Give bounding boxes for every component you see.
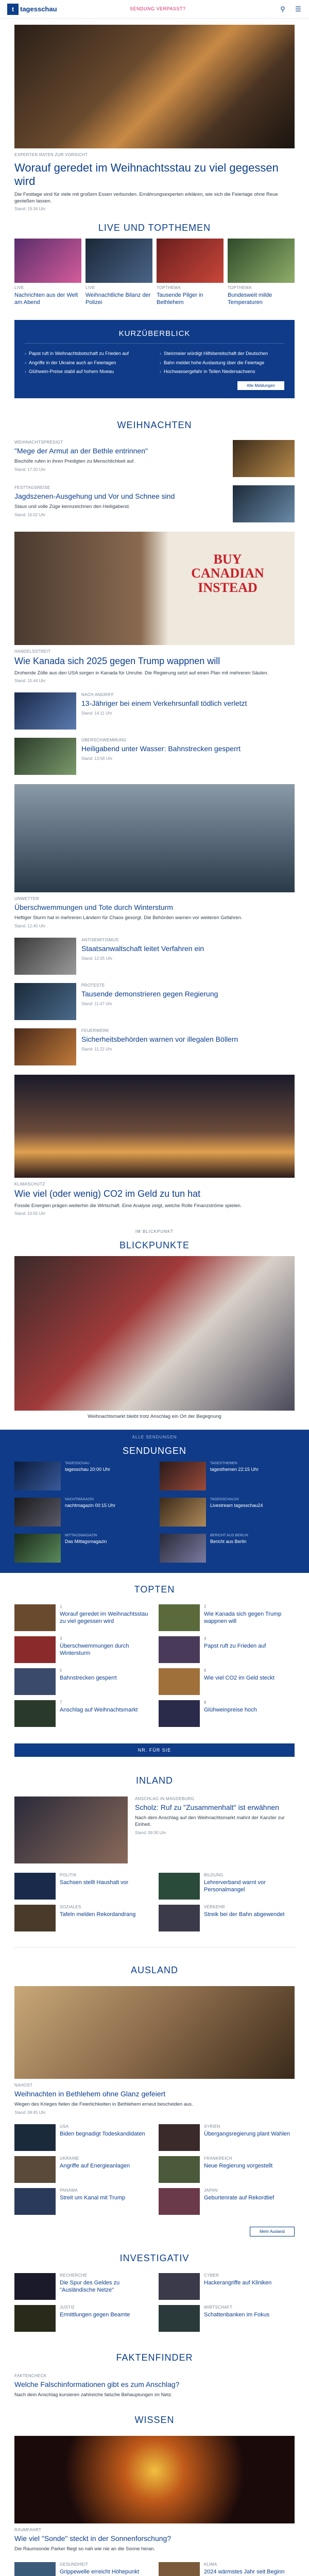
list-item[interactable] [0,481,309,527]
domestic-lead[interactable] [0,1791,309,1869]
topten-item[interactable] [159,1668,295,1695]
canada-sign: BUY CANADIAN INSTEAD [191,551,264,595]
topten-headline[interactable]: Papst ruft zu Frieden auf [204,1643,266,1650]
item-kicker: PROTESTE [81,982,105,988]
topten-title: TOPTEN [134,1584,175,1595]
item-meta: Stand: 16:02 Uhr [14,512,46,517]
item-meta: Stand: 11:47 Uhr [81,1001,112,1006]
item-headline[interactable]: Übergangsregierung plant Wahlen [204,2130,290,2137]
topten-rank: 3 [60,1636,62,1641]
overview-item[interactable]: › Hochwassergefahr in Teilen Niedersachsens [160,369,284,375]
overview-item[interactable]: › Bahn meldet hohe Auslastung über die Feiertage [160,360,284,366]
topten-image[interactable] [159,1700,200,1727]
science-lead[interactable] [0,2431,309,2558]
item-kicker: KLIMA [204,2562,217,2567]
item-headline[interactable]: Hackerangriffe auf Kliniken [204,2279,272,2286]
list-item[interactable] [14,2156,150,2183]
list-item[interactable] [159,2156,295,2183]
item-image[interactable] [159,2156,200,2183]
broadcast-item[interactable] [14,1462,149,1490]
menu-icon[interactable]: ☰ [295,5,301,13]
co2-article[interactable] [0,1070,309,1221]
list-item[interactable] [159,2305,295,2332]
item-kicker: PANAMA [60,2188,78,2193]
broadcast-image[interactable] [160,1534,206,1563]
item-image[interactable] [159,1905,200,1931]
list-item[interactable] [159,2562,295,2576]
short-overview [14,320,295,398]
factfinder-kicker: FAKTENCHECK [14,2373,47,2378]
broadcast-item[interactable] [160,1462,295,1490]
domestic-lead-headline[interactable]: Scholz: Ruf zu "Zusammenhalt" ist erwähnen [135,1803,279,1812]
co2-meta: Stand: 10:55 Uhr [14,1211,46,1216]
item-headline[interactable]: Biden begnadigt Todeskandidaten [60,2130,145,2137]
topten-item[interactable] [14,1700,150,1727]
overview-item[interactable]: › Steinmeier würdigt Hilfsbereitschaft der Deutschen [160,351,284,357]
item-kicker: RECHERCHE [60,2273,88,2278]
item-image[interactable] [159,2273,200,2300]
item-headline[interactable]: Die Spur des Geldes zu "Ausländische Netze" [60,2279,120,2293]
foreign-section [0,1954,309,1981]
item-image[interactable] [159,2124,200,2151]
focus-title: BLICKPUNKTE [119,1240,190,1251]
item-image[interactable] [14,983,76,1020]
topten-headline[interactable]: Wie Kanada sich gegen Trump wappnen will [204,1611,282,1624]
item-image[interactable] [14,2188,56,2215]
broadcast-title[interactable]: Livestream tagesschau24 [210,1503,263,1509]
broadcast-item[interactable] [14,1534,149,1563]
topten-rank: 1 [60,1604,62,1609]
item-kicker: SYRIEN [204,2124,220,2129]
broadcast-kicker: TAGESSCHAU24 [210,1498,239,1502]
broadcast-kicker: TAGESSCHAU [65,1462,90,1466]
list-item[interactable] [0,436,309,481]
topten-image[interactable] [14,1636,56,1663]
domestic-lead-image[interactable] [14,1797,128,1863]
for-you-banner[interactable]: NR. FÜR SIE [14,1743,295,1757]
logo-text: tagesschau [20,5,57,13]
topten-headline[interactable]: Anschlag auf Weihnachtsmarkt [60,1707,138,1714]
search-icon[interactable]: ⚲ [280,5,285,13]
item-headline[interactable]: Staatsanwaltschaft leitet Verfahren ein [81,944,204,953]
broadcast-item[interactable] [14,1498,149,1527]
live-tile-image[interactable] [14,239,81,283]
live-tile[interactable] [14,239,81,310]
item-image[interactable] [14,692,76,730]
item-headline[interactable]: Jagdszenen-Ausgehung und Vor und Schnee sind [14,492,175,500]
broadcast-title[interactable]: tagesthemen 22:15 Uhr [210,1467,259,1472]
list-item[interactable] [0,734,309,779]
all-news-button[interactable]: Alle Meldungen [237,381,284,390]
list-item[interactable] [14,2273,150,2300]
overview-item[interactable]: › Glühwein-Preise stabil auf hohem Niveau [25,369,149,375]
live-tile-image[interactable] [157,239,224,283]
broadcast-kicker: BERICHT AUS BERLIN [210,1534,248,1538]
science-teaser: Die Raumsonde Parker fliegt so nah wie nie an die Sonne heran. [14,2546,156,2552]
live-tile-headline[interactable]: Weihnachtliche Bilanz der Polizei [85,292,151,306]
item-headline[interactable]: Sicherheitsbehörden warnen vor illegalen Böllern [81,1035,238,1043]
factfinder-teaser: Nach dem Anschlag kursieren zahlreiche falsche Behauptungen im Netz. [14,2392,173,2398]
topten-rank: 5 [60,1668,62,1673]
co2-kicker: KLIMASCHUTZ [14,1181,45,1187]
topten-item[interactable] [14,1636,150,1663]
item-meta: Stand: 14:11 Uhr [81,711,112,716]
live-tile-kicker: LIVE [14,285,24,291]
domestic-title: INLAND [135,1775,173,1786]
item-kicker: FESTTAGSREISE [14,485,50,490]
factfinder-section [0,2341,309,2368]
broadcast-kicker: NACHTMAGAZIN [65,1498,94,1502]
topten-rank: 4 [204,1636,207,1641]
list-item[interactable] [159,2273,295,2300]
item-image[interactable] [14,2156,56,2183]
broadcast-title[interactable]: nachtmagazin 00:15 Uhr [65,1503,116,1509]
topten-headline[interactable]: Überschwemmungen durch Wintersturm [60,1643,129,1656]
topten-headline[interactable]: Bahnstrecken gesperrt [60,1675,117,1682]
foreign-title: AUSLAND [130,1965,179,1976]
topten-item[interactable] [159,1636,295,1663]
investigative-section [0,2242,309,2269]
foreign-list [0,2120,309,2224]
broadcast-title[interactable]: Das Mittagsmagazin [65,1539,107,1545]
foreign-lead-headline[interactable]: Weihnachten in Bethlehem ohne Glanz gefeiert [14,2090,166,2098]
item-kicker: POLITIK [60,1873,77,1878]
item-headline[interactable]: Geburtenrate auf Rekordtief [204,2194,274,2201]
logo-mark: t [7,4,19,15]
live-tile-image[interactable] [85,239,152,283]
live-tile-kicker: LIVE [85,285,95,291]
broadcast-title[interactable]: Bericht aus Berlin [210,1539,247,1545]
live-tile[interactable] [85,239,152,310]
live-tile-kicker: TOPTHEMA [157,285,181,291]
item-image[interactable] [14,1905,56,1931]
topten-image[interactable] [159,1604,200,1631]
item-image[interactable] [14,2305,56,2332]
science-title: WISSEN [134,2415,175,2426]
broadcast-item[interactable] [160,1498,295,1527]
live-tile[interactable] [157,239,224,310]
item-kicker: CYBER [204,2273,219,2278]
item-kicker: GESUNDHEIT [60,2562,89,2567]
science-list [0,2558,309,2576]
more-foreign-button[interactable]: Mehr Ausland [250,2227,295,2236]
item-kicker: USA [60,2124,69,2129]
broadcast-image[interactable] [14,1534,61,1563]
science-headline[interactable]: Wie viel "Sonde" steckt in der Sonnenforschung? [14,2534,171,2543]
list-item[interactable] [14,1905,150,1931]
topten-image[interactable] [14,1668,56,1695]
item-headline[interactable]: Tausende demonstrieren gegen Regierung [81,989,218,998]
live-tile-headline[interactable]: Bundesweit milde Temperaturen [228,292,272,306]
christmas-section [0,409,309,436]
item-image[interactable] [14,2273,56,2300]
item-kicker: WEIHNACHTSPREDIGT [14,439,63,445]
list-item[interactable] [14,2188,150,2215]
focus-section [0,1229,309,1420]
item-image[interactable] [159,2188,200,2215]
item-image[interactable] [14,1028,76,1065]
list-item[interactable] [14,2305,150,2332]
item-headline[interactable]: Heiligabend unter Wasser: Bahnstrecken gesperrt [81,744,241,753]
topten-image[interactable] [159,1668,200,1695]
storm-headline[interactable]: Überschwemmungen und Tote durch Wintersturm [14,903,173,912]
foreign-lead-teaser: Wegen des Krieges fielen die Feierlichkeiten in Bethlehem erneut bescheiden aus. [14,2102,193,2107]
item-meta: Stand: 17:20 Uhr [14,467,46,472]
missed-broadcast-link[interactable]: SENDUNG VERPASST? [130,6,186,11]
item-headline[interactable]: Streik bei der Bahn abgewendet [204,1911,285,1918]
broadcasts-title: SENDUNGEN [122,1446,186,1456]
short-overview-title: KURZÜBERBLICK [25,329,284,344]
item-image[interactable] [159,2562,200,2576]
item-headline[interactable]: Streit um Kanal mit Trump [60,2194,126,2201]
hero-meta: Stand: 19:34 Uhr [14,207,46,212]
live-tile-headline[interactable]: Tausende Pilger in Bethlehem [157,292,203,306]
hero-teaser: Die Festtage sind für viele mit großem Essen verbunden. Ernährungsexperten erklären, wie sich die Feiertage ohne Reue genießen lassen. [14,191,278,204]
item-kicker: NACH ANGRIFF [81,692,114,698]
item-image[interactable] [14,2124,56,2151]
storm-meta: Stand: 12:40 Uhr [14,923,46,928]
storm-teaser: Heftiger Sturm hat in mehreren Ländern für Chaos gesorgt. Die Behörden warnen vor weiteren Gefahren. [14,915,243,921]
list-item[interactable] [159,2124,295,2151]
item-headline[interactable]: 13-Jähriger bei einem Verkehrsunfall tödlich verletzt [81,699,247,708]
live-tile-image[interactable] [228,239,295,283]
item-teaser: Bischöfe rufen in ihren Predigten zu Menschlichkeit auf. [14,458,135,464]
foreign-lead-kicker: NAHOST [14,2083,33,2088]
science-kicker: RAUMFAHRT [14,2528,42,2533]
item-headline[interactable]: Sachsen stellt Haushalt vor [60,1879,129,1886]
item-kicker: UKRAINE [60,2156,79,2161]
hero-kicker: EXPERTEN RATEN ZUR VORSICHT [14,152,88,157]
broadcast-item[interactable] [160,1534,295,1563]
canada-headline[interactable]: Wie Kanada sich 2025 gegen Trump wappnen will [14,655,220,666]
co2-teaser: Fossile Energien prägen weiterhin die Wirtschaft. Eine Analyse zeigt, welche Rolle Finanzströme spielen. [14,1202,242,1209]
item-headline[interactable]: 2024 wärmstes Jahr seit Beginn [204,2569,285,2575]
canada-image[interactable] [14,532,295,645]
topten-rank: 7 [60,1700,62,1705]
broadcast-title[interactable]: tagesschau 20:00 Uhr [65,1467,111,1472]
item-image[interactable] [14,738,76,775]
domestic-list [0,1869,309,1941]
investigative-list [0,2269,309,2341]
list-item[interactable] [159,1873,295,1900]
item-kicker: BILDUNG [204,1873,224,1878]
list-item[interactable] [14,2124,150,2151]
foreign-lead[interactable] [0,1981,309,2120]
canada-kicker: HANDELSSTREIT [14,649,51,654]
item-kicker: SOZIALES [60,1905,81,1910]
item-kicker: VERKEHR [204,1905,225,1910]
canada-meta: Stand: 15:44 Uhr [14,679,46,684]
storm-image[interactable] [14,784,295,892]
item-image[interactable] [159,2305,200,2332]
topten-item[interactable] [159,1700,295,1727]
item-headline[interactable]: Ermittlungen gegen Beamte [60,2311,130,2318]
storm-kicker: UNWETTER [14,896,39,902]
topten-image[interactable] [159,1636,200,1663]
item-headline[interactable]: Lehrerverband warnt vor Personalmangel [204,1879,266,1893]
list-item[interactable] [0,688,309,734]
topten-rank: 8 [204,1700,207,1705]
domestic-section [0,1764,309,1791]
christmas-title: WEIHNACHTEN [117,419,192,430]
foreign-lead-image[interactable] [14,1986,295,2079]
item-meta: Stand: 11:22 Uhr [81,1046,112,1052]
hero-image[interactable] [14,25,295,148]
topten-headline[interactable]: Worauf geredet im Weihnachtsstau zu viel gegessen wird [60,1611,148,1624]
item-headline[interactable]: Neue Regierung vorgestellt [204,2162,273,2169]
item-kicker: FEUERWERK [81,1028,109,1033]
item-kicker: ANTISEMITISMUS [81,937,119,942]
factfinder-headline[interactable]: Welche Falschinformationen gibt es zum Anschlag? [14,2380,180,2388]
topten-section [0,1582,309,1600]
investigative-title: INVESTIGATIV [119,2252,190,2263]
live-section [0,211,309,310]
broadcast-kicker: TAGESTHEMEN [210,1462,237,1466]
list-item[interactable] [159,1905,295,1931]
item-headline[interactable]: Angriffe auf Energieanlagen [60,2162,130,2169]
item-image[interactable] [14,1873,56,1900]
live-tile[interactable] [228,239,295,310]
foreign-lead-meta: Stand: 08:45 Uhr [14,2110,46,2115]
item-headline[interactable]: Grippewelle erreicht Höhepunkt [60,2569,140,2575]
storm-article[interactable] [0,779,309,934]
live-tile-headline[interactable]: Nachrichten aus der Welt am Abend [14,292,78,306]
topten-list [0,1600,309,1736]
science-lead-image[interactable] [14,2436,295,2523]
item-headline[interactable]: Schattenbanken im Fokus [204,2311,270,2318]
top-bar [0,0,309,19]
item-image[interactable] [14,2562,56,2576]
broadcast-image[interactable] [160,1498,206,1527]
domestic-lead-teaser: Nach dem Anschlag auf den Weihnachtsmarkt mahnt der Kanzler zur Einheit. [135,1815,285,1827]
hero-article[interactable] [0,19,309,211]
list-item[interactable] [14,2562,150,2576]
item-image[interactable] [233,485,295,522]
domestic-lead-kicker: ANSCHLAG IN MAGDEBURG [135,1797,195,1802]
factfinder-lead[interactable] [0,2368,309,2404]
broadcast-image[interactable] [14,1462,61,1490]
overview-item[interactable]: › Angriffe in der Ukraine auch an Feiertagen [25,360,149,366]
topten-rank: 2 [204,1604,207,1609]
item-kicker: FRANKREICH [204,2156,233,2161]
live-title: LIVE UND TOPTHEMEN [98,223,211,233]
topten-item[interactable] [14,1604,150,1631]
broadcast-image[interactable] [160,1462,206,1490]
live-tile-kicker: TOPTHEMA [228,285,252,291]
focus-subtitle: IM BLICKPUNKT [135,1229,174,1234]
topten-image[interactable] [14,1700,56,1727]
topten-item[interactable] [14,1668,150,1695]
broadcasts-subtitle: ALLE SENDUNGEN [132,1435,177,1440]
item-meta: Stand: 12:05 Uhr [81,956,113,961]
hero-headline[interactable]: Worauf geredet im Weihnachtsstau zu viel gegessen wird [14,161,279,188]
list-item[interactable] [0,1024,309,1070]
item-image[interactable] [233,440,295,477]
domestic-lead-meta: Stand: 09:30 Uhr [135,1830,166,1835]
factfinder-title: FAKTENFINDER [116,2352,193,2363]
focus-image[interactable] [14,1256,295,1411]
item-kicker: JAPAN [204,2188,218,2193]
co2-headline[interactable]: Wie viel (oder wenig) CO2 im Geld zu tun hat [14,1188,201,1199]
topten-rank: 6 [204,1668,207,1673]
item-headline[interactable]: "Mege der Armut an der Bethle entrinnen" [14,446,148,455]
broadcasts-section [0,1430,309,1573]
canada-article[interactable] [0,527,309,688]
topten-headline[interactable]: Wie viel CO2 im Geld steckt [204,1675,274,1682]
item-kicker: WIRTSCHAFT [204,2304,233,2310]
item-meta: Stand: 13:58 Uhr [81,756,113,761]
overview-item[interactable]: › Papst ruft in Weihnachtsbotschaft zu Frieden auf [25,351,149,357]
list-item[interactable] [14,1873,150,1900]
topten-item[interactable] [159,1604,295,1631]
item-kicker: JUSTIZ [60,2304,75,2310]
list-item[interactable] [0,934,309,979]
science-section [0,2403,309,2431]
item-headline[interactable]: Tafeln melden Rekordandrang [60,1911,136,1918]
broadcast-kicker: MITTAGSMAGAZIN [65,1534,97,1538]
item-teaser: Staus und volle Züge kennzeichnen den Heiligabend. [14,503,130,510]
logo[interactable] [7,4,57,15]
broadcast-image[interactable] [14,1498,61,1527]
item-image[interactable] [14,938,76,975]
co2-image[interactable] [14,1075,295,1178]
item-kicker: ÜBERSCHWEMMUNG [81,738,127,743]
list-item[interactable] [0,979,309,1024]
topten-image[interactable] [14,1604,56,1631]
focus-caption: Weihnachtsmarkt bleibt trotz Anschlag ein Ort der Begegnung [88,1414,221,1420]
canada-teaser: Drohende Zölle aus den USA sorgen in Kanada für Unruhe. Die Regierung setzt auf einen Plan mit mehreren Säulen. [14,670,269,676]
item-image[interactable] [159,1873,200,1900]
topten-headline[interactable]: Glühweinpreise hoch [204,1707,257,1714]
list-item[interactable] [159,2188,295,2215]
